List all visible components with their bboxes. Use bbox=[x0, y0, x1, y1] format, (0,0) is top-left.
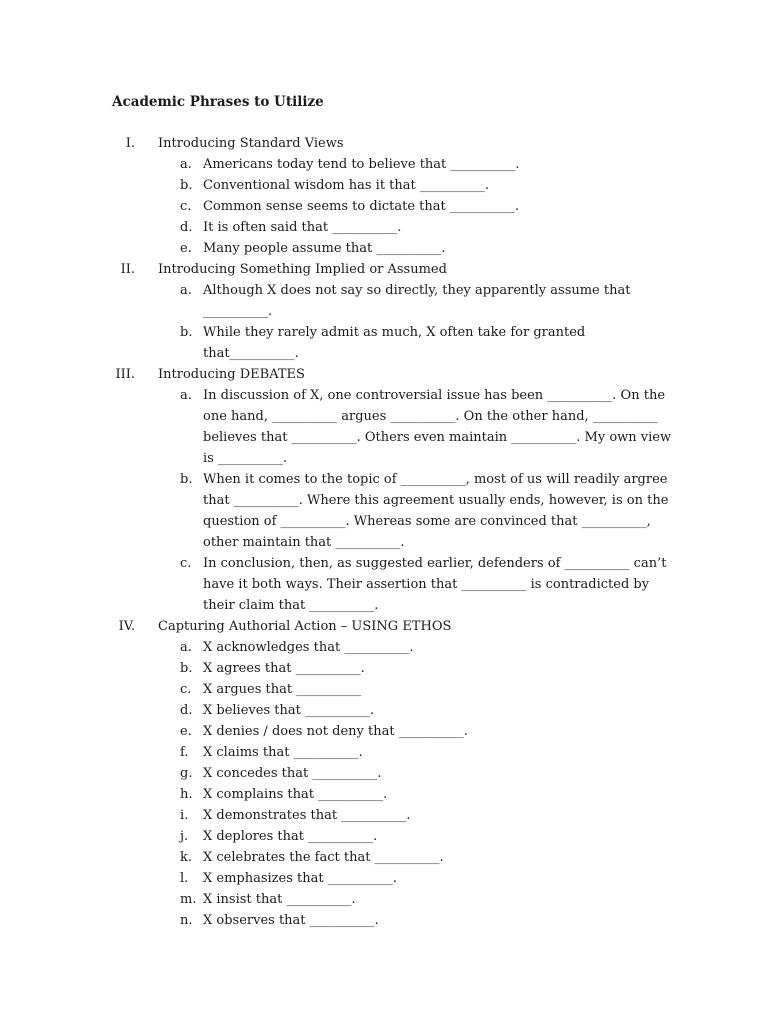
list-item bbox=[0, 658, 648, 679]
item-letter: e. bbox=[180, 724, 192, 739]
item-text-line: __________. bbox=[203, 304, 273, 319]
item-text-line: X insist that __________. bbox=[203, 892, 356, 907]
list-item bbox=[0, 280, 648, 322]
item-letter: b. bbox=[180, 661, 193, 676]
outline-section bbox=[0, 133, 768, 259]
section-heading bbox=[0, 364, 768, 385]
list-item bbox=[0, 868, 648, 889]
item-text-line: question of __________. Whereas some are convinced that __________, bbox=[203, 514, 651, 529]
section-heading bbox=[0, 259, 768, 280]
item-text-line: that__________. bbox=[203, 346, 299, 361]
item-letter: a. bbox=[180, 640, 192, 655]
list-item bbox=[0, 847, 648, 868]
list-item bbox=[0, 679, 648, 700]
item-letter: a. bbox=[180, 388, 192, 403]
outline-list bbox=[0, 133, 768, 931]
item-text-line: X concedes that __________. bbox=[203, 766, 382, 781]
item-letter: c. bbox=[180, 199, 192, 214]
item-text-line: that __________. Where this agreement usually ends, however, is on the bbox=[203, 493, 669, 508]
item-text-line: X argues that __________ bbox=[203, 682, 362, 697]
item-text-line: one hand, __________ argues __________. On the other hand, __________ bbox=[203, 409, 658, 424]
item-letter: b. bbox=[180, 325, 193, 340]
list-item bbox=[0, 385, 672, 469]
item-letter: h. bbox=[180, 787, 193, 802]
item-letter: g. bbox=[180, 766, 193, 781]
item-letter: j. bbox=[180, 829, 189, 844]
item-text-line: When it comes to the topic of __________, most of us will readily argree bbox=[203, 472, 668, 487]
item-text-line: X agrees that __________. bbox=[203, 661, 365, 676]
list-item bbox=[0, 238, 648, 259]
item-text-line: believes that __________. Others even maintain __________. My own view bbox=[203, 430, 672, 445]
list-item bbox=[0, 889, 648, 910]
item-letter: k. bbox=[180, 850, 193, 865]
section-title: Introducing DEBATES bbox=[158, 367, 305, 382]
item-text-line: X denies / does not deny that __________. bbox=[203, 724, 468, 739]
item-letter: a. bbox=[180, 157, 192, 172]
item-text-line: their claim that __________. bbox=[203, 598, 379, 613]
section-number: I. bbox=[125, 136, 135, 151]
list-item bbox=[0, 175, 648, 196]
document-title: Academic Phrases to Utilize bbox=[112, 94, 324, 110]
item-letter: c. bbox=[180, 682, 192, 697]
outline-section bbox=[0, 259, 768, 364]
item-letter: f. bbox=[180, 745, 189, 760]
section-title: Capturing Authorial Action – USING ETHOS bbox=[158, 619, 452, 634]
item-letter: a. bbox=[180, 283, 192, 298]
item-letter: b. bbox=[180, 178, 193, 193]
section-heading bbox=[0, 133, 768, 154]
list-item bbox=[0, 721, 648, 742]
list-item bbox=[0, 322, 648, 364]
list-item bbox=[0, 826, 648, 847]
item-letter: d. bbox=[180, 703, 193, 718]
item-letter: m. bbox=[180, 892, 197, 907]
list-item bbox=[0, 805, 648, 826]
item-text-line: Although X does not say so directly, they apparently assume that bbox=[203, 283, 631, 298]
list-item bbox=[0, 763, 648, 784]
item-text-line: It is often said that __________. bbox=[203, 220, 402, 235]
section-heading bbox=[0, 616, 768, 637]
item-text-line: X believes that __________. bbox=[203, 703, 375, 718]
list-item bbox=[0, 553, 667, 616]
item-letter: d. bbox=[180, 220, 193, 235]
item-text-line: X emphasizes that __________. bbox=[203, 871, 397, 886]
list-item bbox=[0, 910, 648, 931]
section-number: IV. bbox=[118, 619, 135, 634]
list-item bbox=[0, 196, 648, 217]
item-letter: l. bbox=[180, 871, 189, 886]
item-text-line: X deplores that __________. bbox=[203, 829, 378, 844]
item-letter: i. bbox=[180, 808, 189, 823]
item-letter: c. bbox=[180, 556, 192, 571]
item-text-line: Conventional wisdom has it that __________. bbox=[203, 178, 490, 193]
item-letter: e. bbox=[180, 241, 192, 256]
item-text-line: Common sense seems to dictate that __________. bbox=[203, 199, 519, 214]
list-item bbox=[0, 700, 648, 721]
item-letter: b. bbox=[180, 472, 193, 487]
item-text-line: X demonstrates that __________. bbox=[203, 808, 411, 823]
item-text-line: is __________. bbox=[203, 451, 288, 466]
list-item bbox=[0, 784, 648, 805]
item-text-line: X celebrates the fact that __________. bbox=[203, 850, 444, 865]
section-title: Introducing Standard Views bbox=[158, 136, 344, 151]
outline-section bbox=[0, 616, 768, 931]
list-item bbox=[0, 217, 648, 238]
list-item bbox=[0, 469, 669, 553]
item-text-line: have it both ways. Their assertion that __________ is contradicted by bbox=[203, 577, 650, 592]
item-text-line: other maintain that __________. bbox=[203, 535, 405, 550]
item-letter: n. bbox=[180, 913, 193, 928]
section-number: II. bbox=[120, 262, 135, 277]
item-text-line: X acknowledges that __________. bbox=[203, 640, 414, 655]
list-item bbox=[0, 154, 648, 175]
section-title: Introducing Something Implied or Assumed bbox=[158, 262, 447, 277]
list-item bbox=[0, 637, 648, 658]
item-text-line: Americans today tend to believe that __________. bbox=[203, 157, 520, 172]
outline-section bbox=[0, 364, 768, 616]
item-text-line: In conclusion, then, as suggested earlier, defenders of __________ can’t bbox=[203, 556, 667, 571]
list-item bbox=[0, 742, 648, 763]
item-text-line: In discussion of X, one controversial issue has been __________. On the bbox=[203, 388, 666, 403]
item-text-line: X claims that __________. bbox=[203, 745, 363, 760]
item-text-line: X complains that __________. bbox=[203, 787, 388, 802]
item-text-line: While they rarely admit as much, X often take for granted bbox=[203, 325, 586, 340]
item-text-line: X observes that __________. bbox=[203, 913, 379, 928]
section-number: III. bbox=[115, 367, 135, 382]
item-text-line: Many people assume that __________. bbox=[203, 241, 446, 256]
